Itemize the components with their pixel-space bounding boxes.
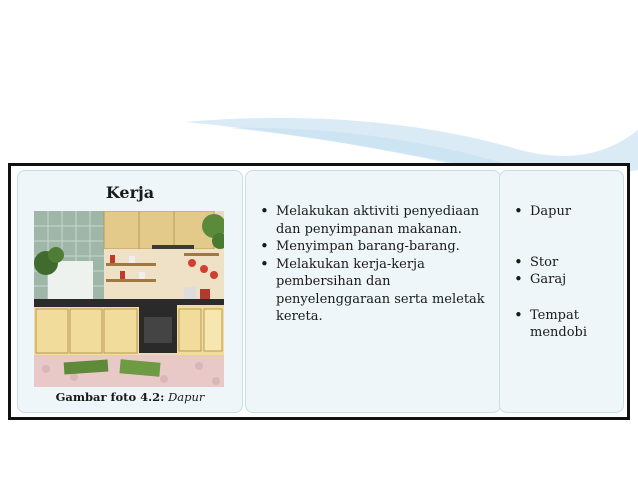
activity-heading: Kerja (105, 183, 155, 202)
description-item: • Melakukan aktiviti penyediaan dan penyimpanan makanan. (260, 203, 495, 238)
room-item: • Stor (514, 254, 619, 272)
caption-label: Gambar foto 4.2: (55, 390, 165, 404)
room-item: • Tempat mendobi (514, 307, 619, 342)
description-item: • Melakukan kerja-kerja pembersihan dan penyelenggaraan serta meletak kereta. (260, 256, 495, 326)
room-item: • Garaj (514, 271, 619, 289)
activity-cell (17, 170, 243, 413)
activity-table (8, 163, 630, 420)
description-list (260, 203, 495, 326)
kitchen-photo (34, 211, 224, 387)
caption-name: Dapur (168, 390, 205, 404)
description-cell (245, 170, 501, 413)
room-item: • Dapur (514, 203, 619, 221)
room-list (514, 203, 619, 342)
photo-caption (18, 390, 242, 404)
room-cell (499, 170, 624, 413)
description-item: • Menyimpan barang-barang. (260, 238, 495, 256)
